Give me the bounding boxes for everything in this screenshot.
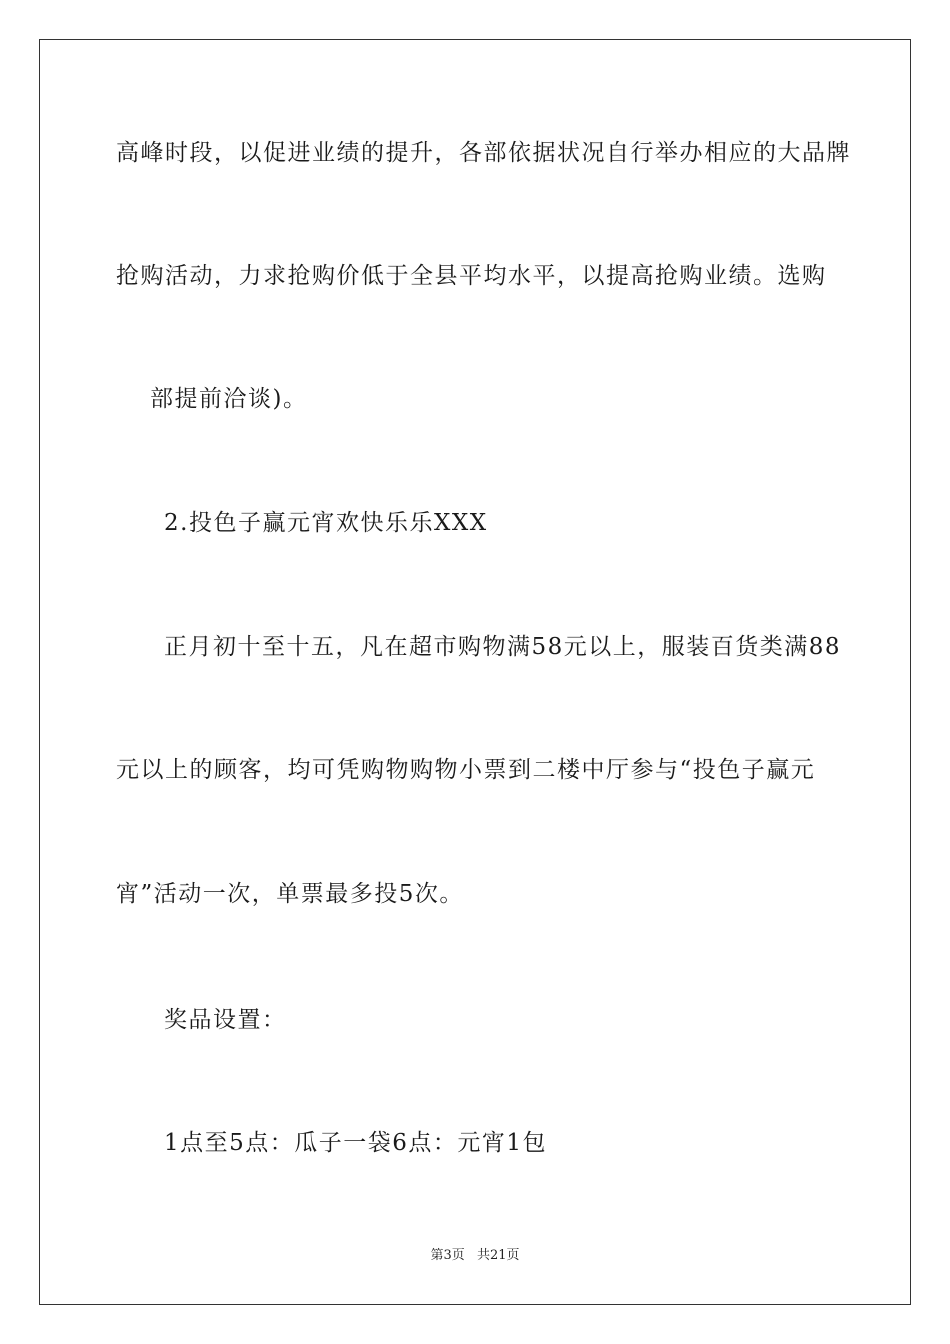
prize-line: 1点至5点：瓜子一袋6点：元宵1包 (164, 1130, 548, 1156)
section-heading: 2.投色子赢元宵欢快乐乐XXX (164, 510, 488, 536)
paragraph-line-5: 元以上的顾客，均可凭购物购物小票到二楼中厅参与“投色子赢元 (116, 757, 816, 783)
paragraph-line-2: 抢购活动，力求抢购价低于全县平均水平，以提高抢购业绩。选购 (116, 263, 827, 289)
paragraph-line-6: 宵”活动一次，单票最多投5次。 (116, 881, 464, 907)
page-number: 第3页 (430, 1248, 465, 1263)
paragraph-line-4: 正月初十至十五，凡在超市购物满58元以上，服装百货类满88 (164, 634, 842, 660)
page-footer (0, 1247, 950, 1265)
prize-heading: 奖品设置： (164, 1007, 287, 1033)
page-total: 共21页 (476, 1248, 520, 1263)
paragraph-line-1: 高峰时段，以促进业绩的提升，各部依据状况自行举办相应的大品牌 (116, 140, 851, 166)
paragraph-line-3: 部提前洽谈)。 (150, 386, 308, 412)
page-border (39, 39, 911, 1305)
